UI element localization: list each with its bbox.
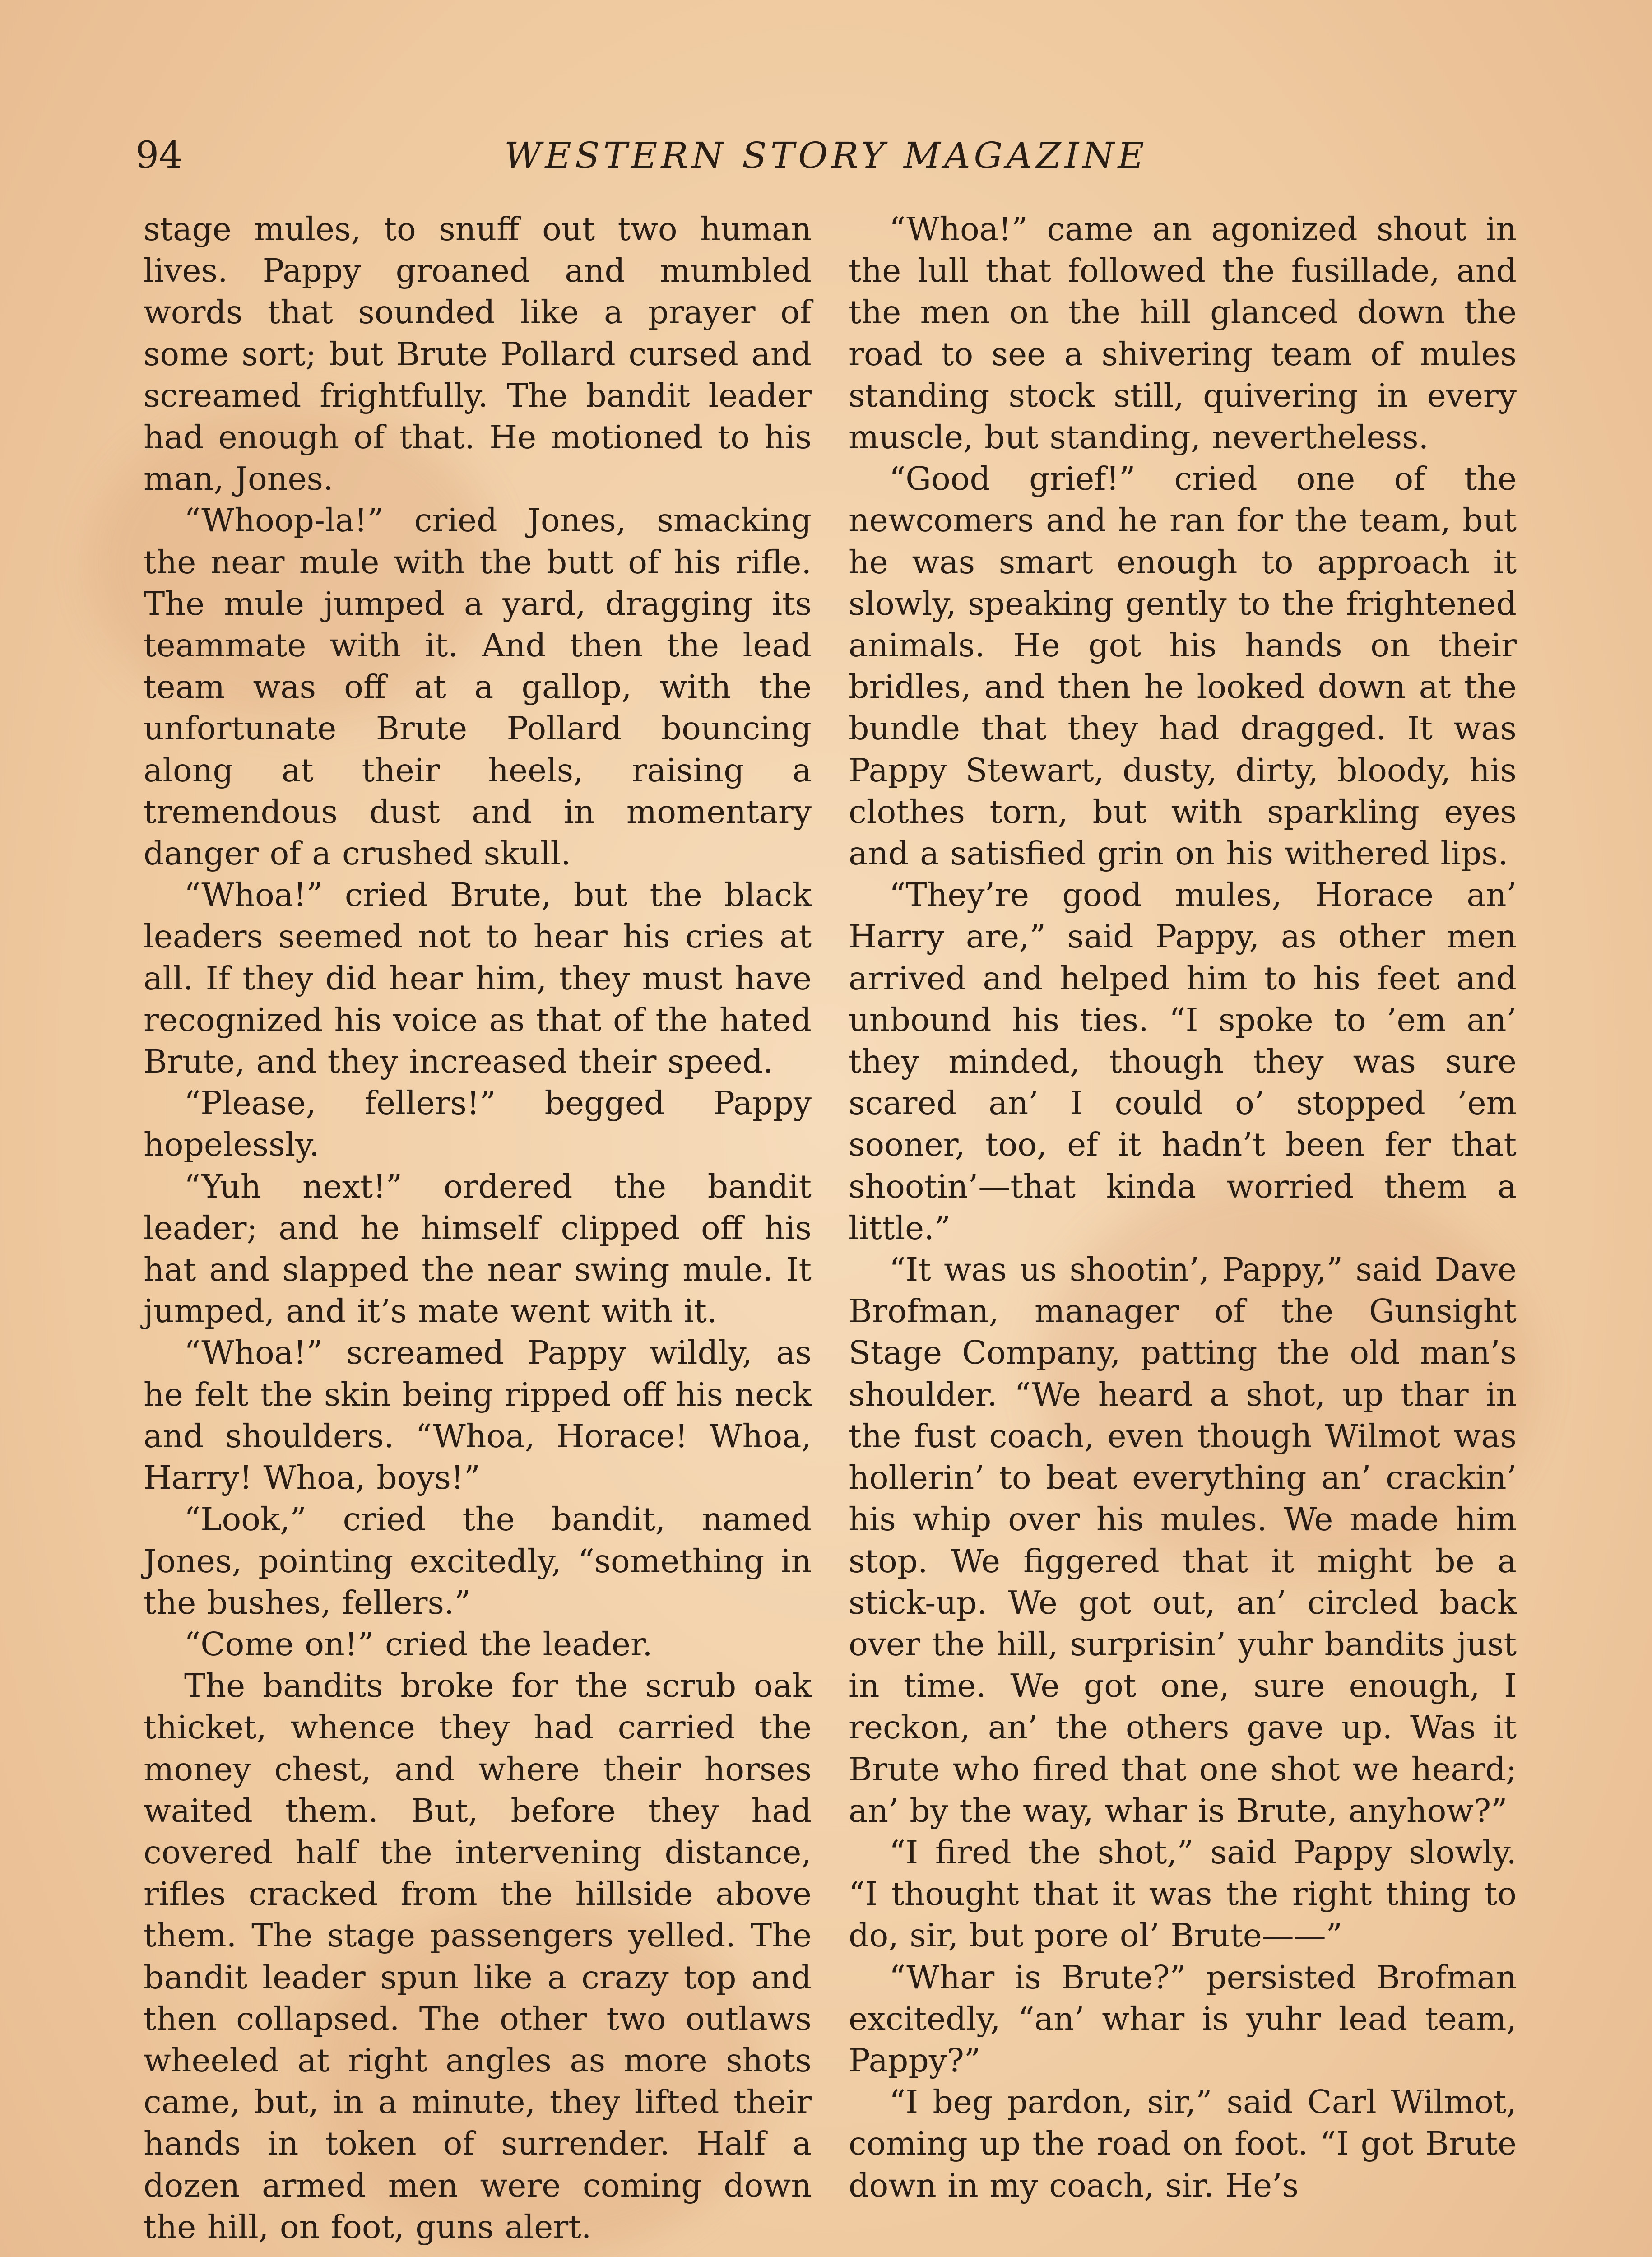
running-head: WESTERN STORY MAGAZINE xyxy=(504,135,1148,176)
paragraph: “Please, fellers!” begged Pappy hopelessly. xyxy=(144,1084,812,1164)
page-number: 94 xyxy=(135,134,183,177)
paragraph: “Whoa!” came an agonized shout in the lull that followed the fusillade, and the men on the hill glanced down the road to see a shivering team of mules standing stock still, quivering in every muscle, but standing, nevertheless. xyxy=(849,210,1517,456)
right-column xyxy=(849,209,1517,2206)
paragraph: “Look,” cried the bandit, named Jones, pointing excitedly, “something in the bushes, fellers.” xyxy=(144,1500,812,1621)
paragraph: “I fired the shot,” said Pappy slowly. “I thought that it was the right thing to do, sir, but pore ol’ Brute——” xyxy=(849,1833,1517,1955)
paragraph: “Whoa!” screamed Pappy wildly, as he felt the skin being ripped off his neck and shoulders. “Whoa, Horace! Whoa, Harry! Whoa, boys!” xyxy=(144,1334,812,1497)
paragraph: “Come on!” cried the leader. xyxy=(184,1625,653,1663)
paragraph: “It was us shootin’, Pappy,” said Dave Brofman, manager of the Gunsight Stage Company, patting the old man’s shoulder. “We heard a shot, up thar in the fust coach, even though Wilmot was hollerin’ to beat everything an’ crackin’ his whip over his mules. We made him stop. We figgered that it might be a stick-up. We got out, an’ circled back over the hill, surprisin’ yuhr bandits just in time. We got one, sure enough, I reckon, an’ the others gave up. Was it Brute who fired that one shot we heard; an’ by the way, whar is Brute, anyhow?” xyxy=(849,1251,1517,1830)
paragraph: “Whoa!” cried Brute, but the black leaders seemed not to hear his cries at all. If they did hear him, they must have recognized his voice as that of the hated Brute, and they increased their speed. xyxy=(144,876,812,1081)
paragraph: “They’re good mules, Horace an’ Harry are,” said Pappy, as other men arrived and helped him to his feet and unbound his ties. “I spoke to ’em an’ they minded, though they was sure scared an’ I could o’ stopped ’em sooner, too, ef it hadn’t been fer that shootin’—that kinda worried them a little.” xyxy=(849,876,1517,1247)
left-column xyxy=(144,209,812,2248)
page-header xyxy=(135,131,1517,190)
paragraph: stage mules, to snuff out two human lives. Pappy groaned and mumbled words that sounded like a prayer of some sort; but Brute Pollard cursed and screamed frightfully. The bandit leader had enough of that. He motioned to his man, Jones. xyxy=(144,210,812,498)
paragraph: “Good grief!” cried one of the newcomers and he ran for the team, but he was smart enough to approach it slowly, speaking gently to the frightened animals. He got his hands on their bridles, and then he looked down at the bundle that they had dragged. It was Pappy Stewart, dusty, dirty, bloody, his clothes torn, but with sparkling eyes and a satisfied grin on his withered lips. xyxy=(849,460,1517,873)
paragraph: “I beg pardon, sir,” said Carl Wilmot, coming up the road on foot. “I got Brute down in my coach, sir. He’s xyxy=(849,2083,1517,2204)
paragraph: “Whoop-la!” cried Jones, smacking the near mule with the butt of his rifle. The mule jumped a yard, dragging its teammate with it. And then the lead team was off at a gallop, with the unfortunate Brute Pollard bouncing along at their heels, raising a tremendous dust and in momentary danger of a crushed skull. xyxy=(144,502,812,873)
paragraph: The bandits broke for the scrub oak thicket, whence they had carried the money chest, and where their horses waited them. But, before they had covered half the intervening distance, rifles cracked from the hillside above them. The stage passengers yelled. The bandit leader spun like a crazy top and then collapsed. The other two outlaws wheeled at right angles as more shots came, but, in a minute, they lifted their hands in token of surrender. Half a dozen armed men were coming down the hill, on foot, guns alert. xyxy=(144,1667,812,2246)
paragraph: “Yuh next!” ordered the bandit leader; and he himself clipped off his hat and slapped the near swing mule. It jumped, and it’s mate went with it. xyxy=(144,1167,812,1330)
paragraph: “Whar is Brute?” persisted Brofman excitedly, “an’ whar is yuhr lead team, Pappy?” xyxy=(849,1958,1517,2079)
